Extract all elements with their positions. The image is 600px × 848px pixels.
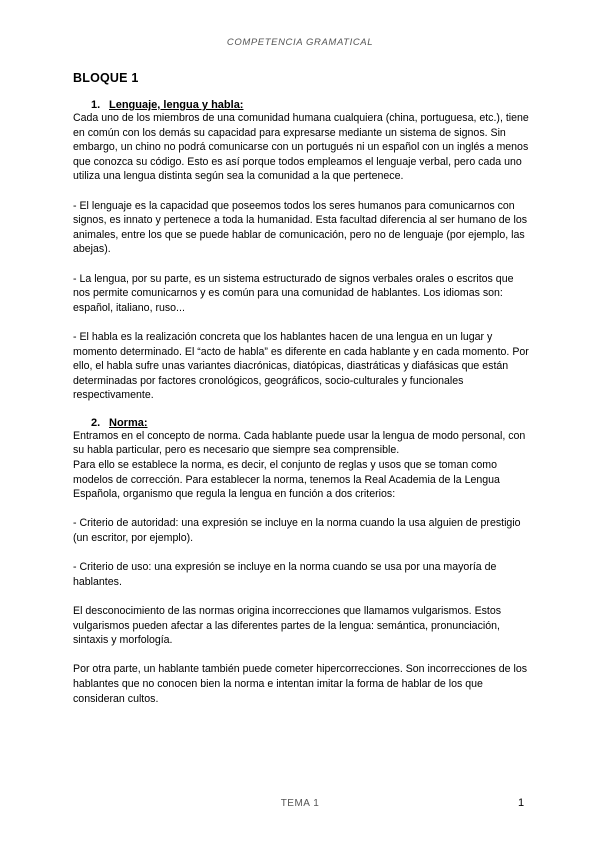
paragraph: Para ello se establece la norma, es decir, el conjunto de reglas y usos que se toman como modelos de corrección. Para establecer la norma, tenemos la Real Academia de la Lengua Española, organismo que regula la lengua en función a dos criterios: bbox=[73, 459, 500, 501]
running-header: COMPETENCIA GRAMATICAL bbox=[226, 37, 374, 48]
paragraph: - Criterio de uso: una expresión se incluye en la norma cuando se usa por una mayoría de hablantes. bbox=[73, 561, 497, 588]
section-heading bbox=[73, 99, 533, 111]
paragraph: Cada uno de los miembros de una comunidad humana cualquiera (china, portuguesa, etc.), tiene en común con los demás su capacidad para expresarse mediante un sistema de signos. Sin embargo, un chino no podrá comunicarse con un portugués ni un español con un inglés a menos que conozca su código. Esto es así porque todos empleamos el lenguaje verbal, pero cada uno utiliza una lengua distinta según sea la comunidad a la que pertenece. bbox=[73, 112, 529, 183]
paragraph: - Criterio de autoridad: una expresión se incluye en la norma cuando la usa alguien de prestigio (un escritor, por ejemplo). bbox=[73, 517, 521, 545]
paragraph: - La lengua, por su parte, es un sistema estructurado de signos verbales orales o escritos que nos permite comunicarnos y es común para una comunidad de hablantes. Los idiomas son: español, italiano, ruso... bbox=[73, 272, 514, 314]
footer-label: TEMA 1 bbox=[280, 798, 320, 809]
paragraph: - El habla es la realización concreta que los hablantes hacen de una lengua en un lugar y momento determinado. El “acto de habla” es diferente en cada hablante y en cada momento. Por ello, el habla sufre unas variantes diacrónicas, diatópicas, diastráticas y diafásicas que están determinadas por factores cronológicos, geográficos, socio-culturales y funcionales respectivamente. bbox=[73, 330, 529, 402]
section-title: Norma: bbox=[109, 416, 148, 429]
paragraph: El desconocimiento de las normas origina incorrecciones que llamamos vulgarismos. Estos vulgarismos pueden afectar a las diferentes partes de la lengua: semántica, pronunciación, sintaxis y morfología. bbox=[73, 605, 502, 647]
page-number: 1 bbox=[518, 797, 525, 809]
section-lenguaje bbox=[73, 99, 533, 403]
section-number: 2. bbox=[91, 416, 101, 429]
paragraph: - El lenguaje es la capacidad que poseemos todos los seres humanos para comunicarnos con signos, es innato y pertenece a toda la humanidad. Esta facultad diferencia al ser humano de los animales, entre los que se puede hablar de comunicación, pero no de lenguaje (por ejemplo, las abejas). bbox=[73, 199, 528, 256]
paragraph: Por otra parte, un hablante también puede cometer hipercorrecciones. Son incorrecciones de los hablantes que no conocen bien la norma e intentan imitar la forma de hablar de los que consideran cultos. bbox=[73, 663, 528, 705]
section-number: 1. bbox=[91, 99, 101, 111]
section-title: Lenguaje, lengua y habla: bbox=[109, 99, 244, 111]
section-norma bbox=[73, 417, 533, 706]
section-heading bbox=[73, 417, 533, 429]
document-body bbox=[73, 71, 533, 706]
paragraph: Entramos en el concepto de norma. Cada hablante puede usar la lengua de modo personal, con su habla particular, pero es necesario que siempre sea comprensible. bbox=[73, 429, 526, 457]
bloque-title: BLOQUE 1 bbox=[73, 71, 139, 85]
